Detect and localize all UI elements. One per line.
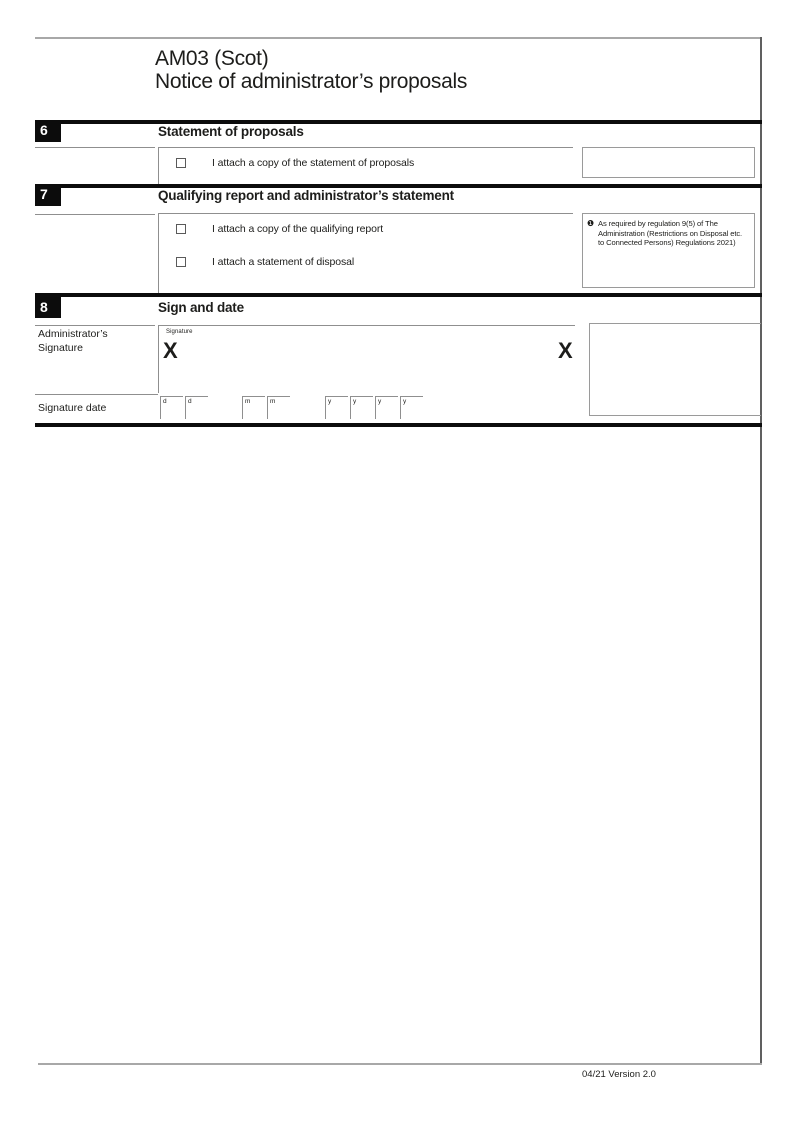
page-title: Notice of administrator’s proposals <box>155 70 468 93</box>
statement-of-disposal-label: I attach a statement of disposal <box>212 256 355 268</box>
qualifying-report-checkbox[interactable] <box>176 224 186 234</box>
section-6-divider <box>35 120 762 124</box>
footnote-1-text: As required by regulation 9(5) of The Administration (Restrictions on Disposal etc. to Connected Persons) Regulations 2021) <box>598 219 743 248</box>
date-year-3-cell[interactable] <box>375 396 400 419</box>
date-letter: m <box>245 398 251 405</box>
section-8-divider <box>35 293 762 297</box>
date-letter: y <box>403 398 407 405</box>
signature-box-top-rule <box>158 325 575 326</box>
cell-rule <box>185 396 186 419</box>
section-7-panel-rule <box>158 213 573 214</box>
sign-here-x-mark-right: X <box>558 338 572 363</box>
section-7-heading: Qualifying report and administrator’s statement <box>158 188 454 203</box>
section-6-panel-border <box>158 147 159 184</box>
date-month-1-cell[interactable] <box>242 396 267 419</box>
cell-rule <box>242 396 265 397</box>
date-letter: y <box>328 398 332 405</box>
statement-of-disposal-checkbox[interactable] <box>176 257 186 267</box>
footnote-1-icon: ❶ <box>587 219 595 228</box>
cell-rule <box>350 396 351 419</box>
section-6-side-box <box>582 147 755 178</box>
date-letter: y <box>378 398 382 405</box>
section-7-leftcol-rule <box>35 214 155 215</box>
cell-rule <box>400 396 401 419</box>
signature-date-label: Signature date <box>38 402 107 414</box>
cell-rule <box>267 396 290 397</box>
sign-here-x-mark-left[interactable]: X <box>163 338 177 363</box>
form-version: 04/21 Version 2.0 <box>582 1069 656 1080</box>
date-year-4-cell[interactable] <box>400 396 425 419</box>
section-8-heading: Sign and date <box>158 300 244 315</box>
section-6-panel-rule <box>158 147 573 148</box>
administrators-signature-label: Administrator’s Signature <box>38 328 108 354</box>
cell-rule <box>267 396 268 419</box>
section-8-side-box <box>589 323 761 416</box>
section-7-footnote-box <box>582 213 755 288</box>
date-letter: d <box>188 398 192 405</box>
page-right-border <box>760 37 762 1065</box>
signature-field-label: Signature <box>166 329 193 335</box>
cell-rule <box>185 396 208 397</box>
section-8-leftcol-rule <box>35 325 155 326</box>
date-letter: m <box>270 398 276 405</box>
section-6-number: 6 <box>35 120 61 142</box>
statement-of-proposals-label: I attach a copy of the statement of proposals <box>212 157 415 169</box>
section-6-heading: Statement of proposals <box>158 124 304 139</box>
page-top-border <box>35 37 761 39</box>
cell-rule <box>242 396 243 419</box>
section-7-number: 7 <box>35 184 61 206</box>
date-year-1-cell[interactable] <box>325 396 350 419</box>
date-month-2-cell[interactable] <box>267 396 292 419</box>
cell-rule <box>160 396 183 397</box>
date-day-2-cell[interactable] <box>185 396 210 419</box>
date-letter: d <box>163 398 167 405</box>
signature-box-border <box>158 325 159 393</box>
page-bottom-border <box>38 1063 762 1065</box>
qualifying-report-label: I attach a copy of the qualifying report <box>212 223 384 235</box>
cell-rule <box>160 396 161 419</box>
cell-rule <box>325 396 326 419</box>
date-letter: y <box>353 398 357 405</box>
cell-rule <box>375 396 398 397</box>
statement-of-proposals-checkbox[interactable] <box>176 158 186 168</box>
section-8-end-divider <box>35 423 762 427</box>
date-day-1-cell[interactable] <box>160 396 185 419</box>
signature-date-rule <box>35 394 158 395</box>
cell-rule <box>400 396 423 397</box>
form-code: AM03 (Scot) <box>155 47 269 70</box>
date-year-2-cell[interactable] <box>350 396 375 419</box>
section-8-number: 8 <box>35 297 61 318</box>
cell-rule <box>350 396 373 397</box>
section-7-panel-border <box>158 213 159 293</box>
cell-rule <box>375 396 376 419</box>
section-6-leftcol-rule <box>35 147 155 148</box>
cell-rule <box>325 396 348 397</box>
